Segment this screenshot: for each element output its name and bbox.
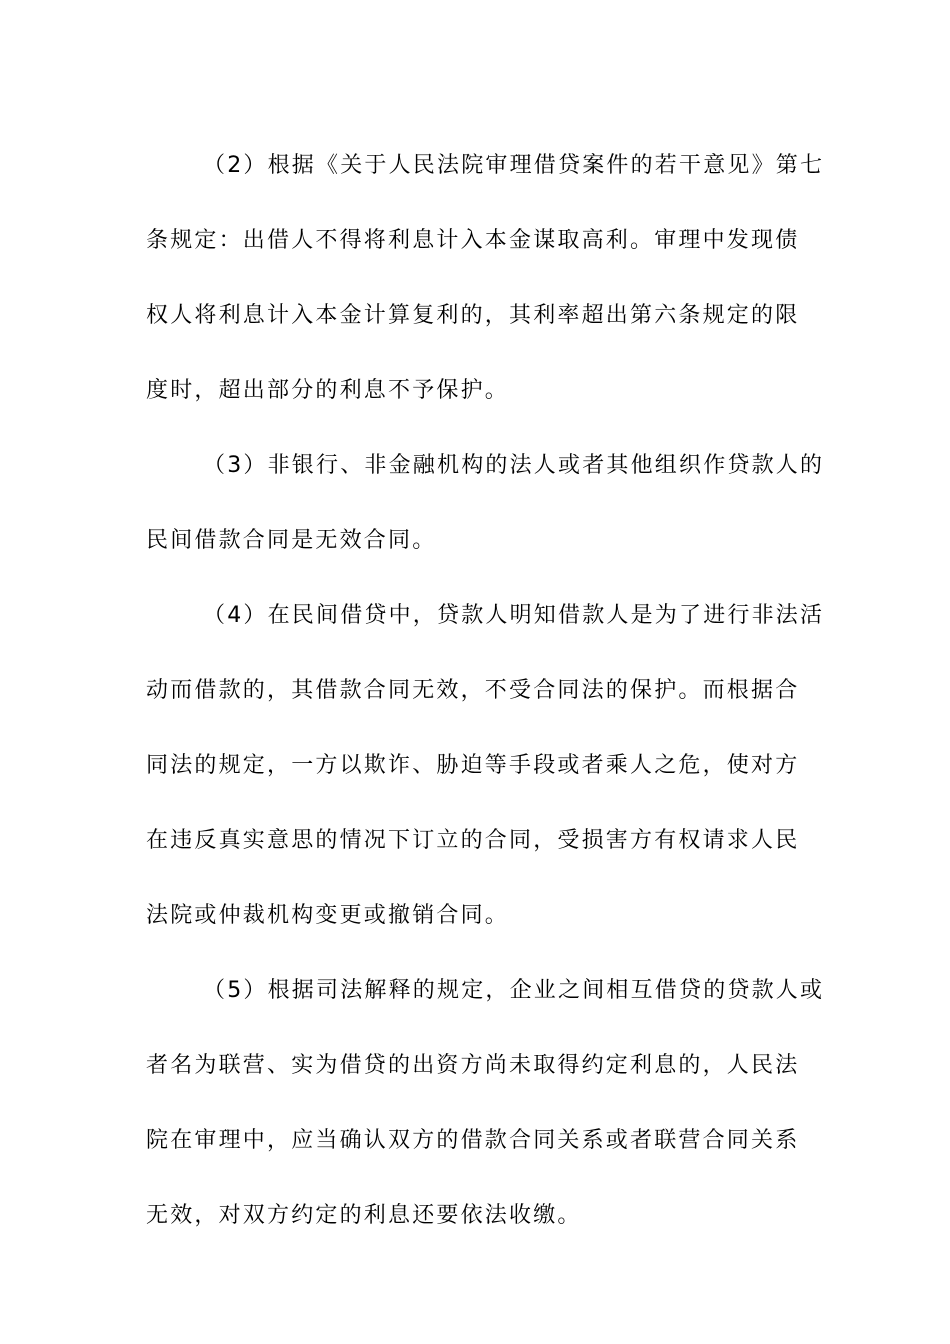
text-line: 条规定：出借人不得将利息计入本金谋取高利。审理中发现债 [146, 228, 800, 253]
text-line: 度时，超出部分的利息不予保护。 [146, 378, 510, 403]
text-line: 在违反真实意思的情况下订立的合同，受损害方有权请求人民 [146, 828, 800, 853]
text-line: 无效，对双方约定的利息还要依法收缴。 [146, 1203, 582, 1228]
text-line: 院在审理中，应当确认双方的借款合同关系或者联营合同关系 [146, 1128, 800, 1153]
text-line: 法院或仲裁机构变更或撤销合同。 [146, 903, 510, 928]
document-body [146, 128, 825, 1253]
text-line: 者名为联营、实为借贷的出资方尚未取得约定利息的，人民法 [146, 1053, 800, 1078]
text-line: （3）非银行、非金融机构的法人或者其他组织作贷款人的 [203, 453, 825, 478]
paragraph-4 [146, 578, 825, 953]
paragraph-5 [146, 953, 825, 1253]
text-line: （5）根据司法解释的规定，企业之间相互借贷的贷款人或 [203, 978, 825, 1003]
text-line: 动而借款的，其借款合同无效，不受合同法的保护。而根据合 [146, 678, 800, 703]
paragraph-2 [146, 128, 825, 428]
paragraph-3 [146, 428, 825, 578]
text-line: （4）在民间借贷中，贷款人明知借款人是为了进行非法活 [203, 603, 825, 628]
text-line: （2）根据《关于人民法院审理借贷案件的若干意见》第七 [203, 153, 825, 178]
text-line: 同法的规定，一方以欺诈、胁迫等手段或者乘人之危，使对方 [146, 753, 800, 778]
text-line: 民间借款合同是无效合同。 [146, 528, 437, 553]
text-line: 权人将利息计入本金计算复利的，其利率超出第六条规定的限 [146, 303, 800, 328]
